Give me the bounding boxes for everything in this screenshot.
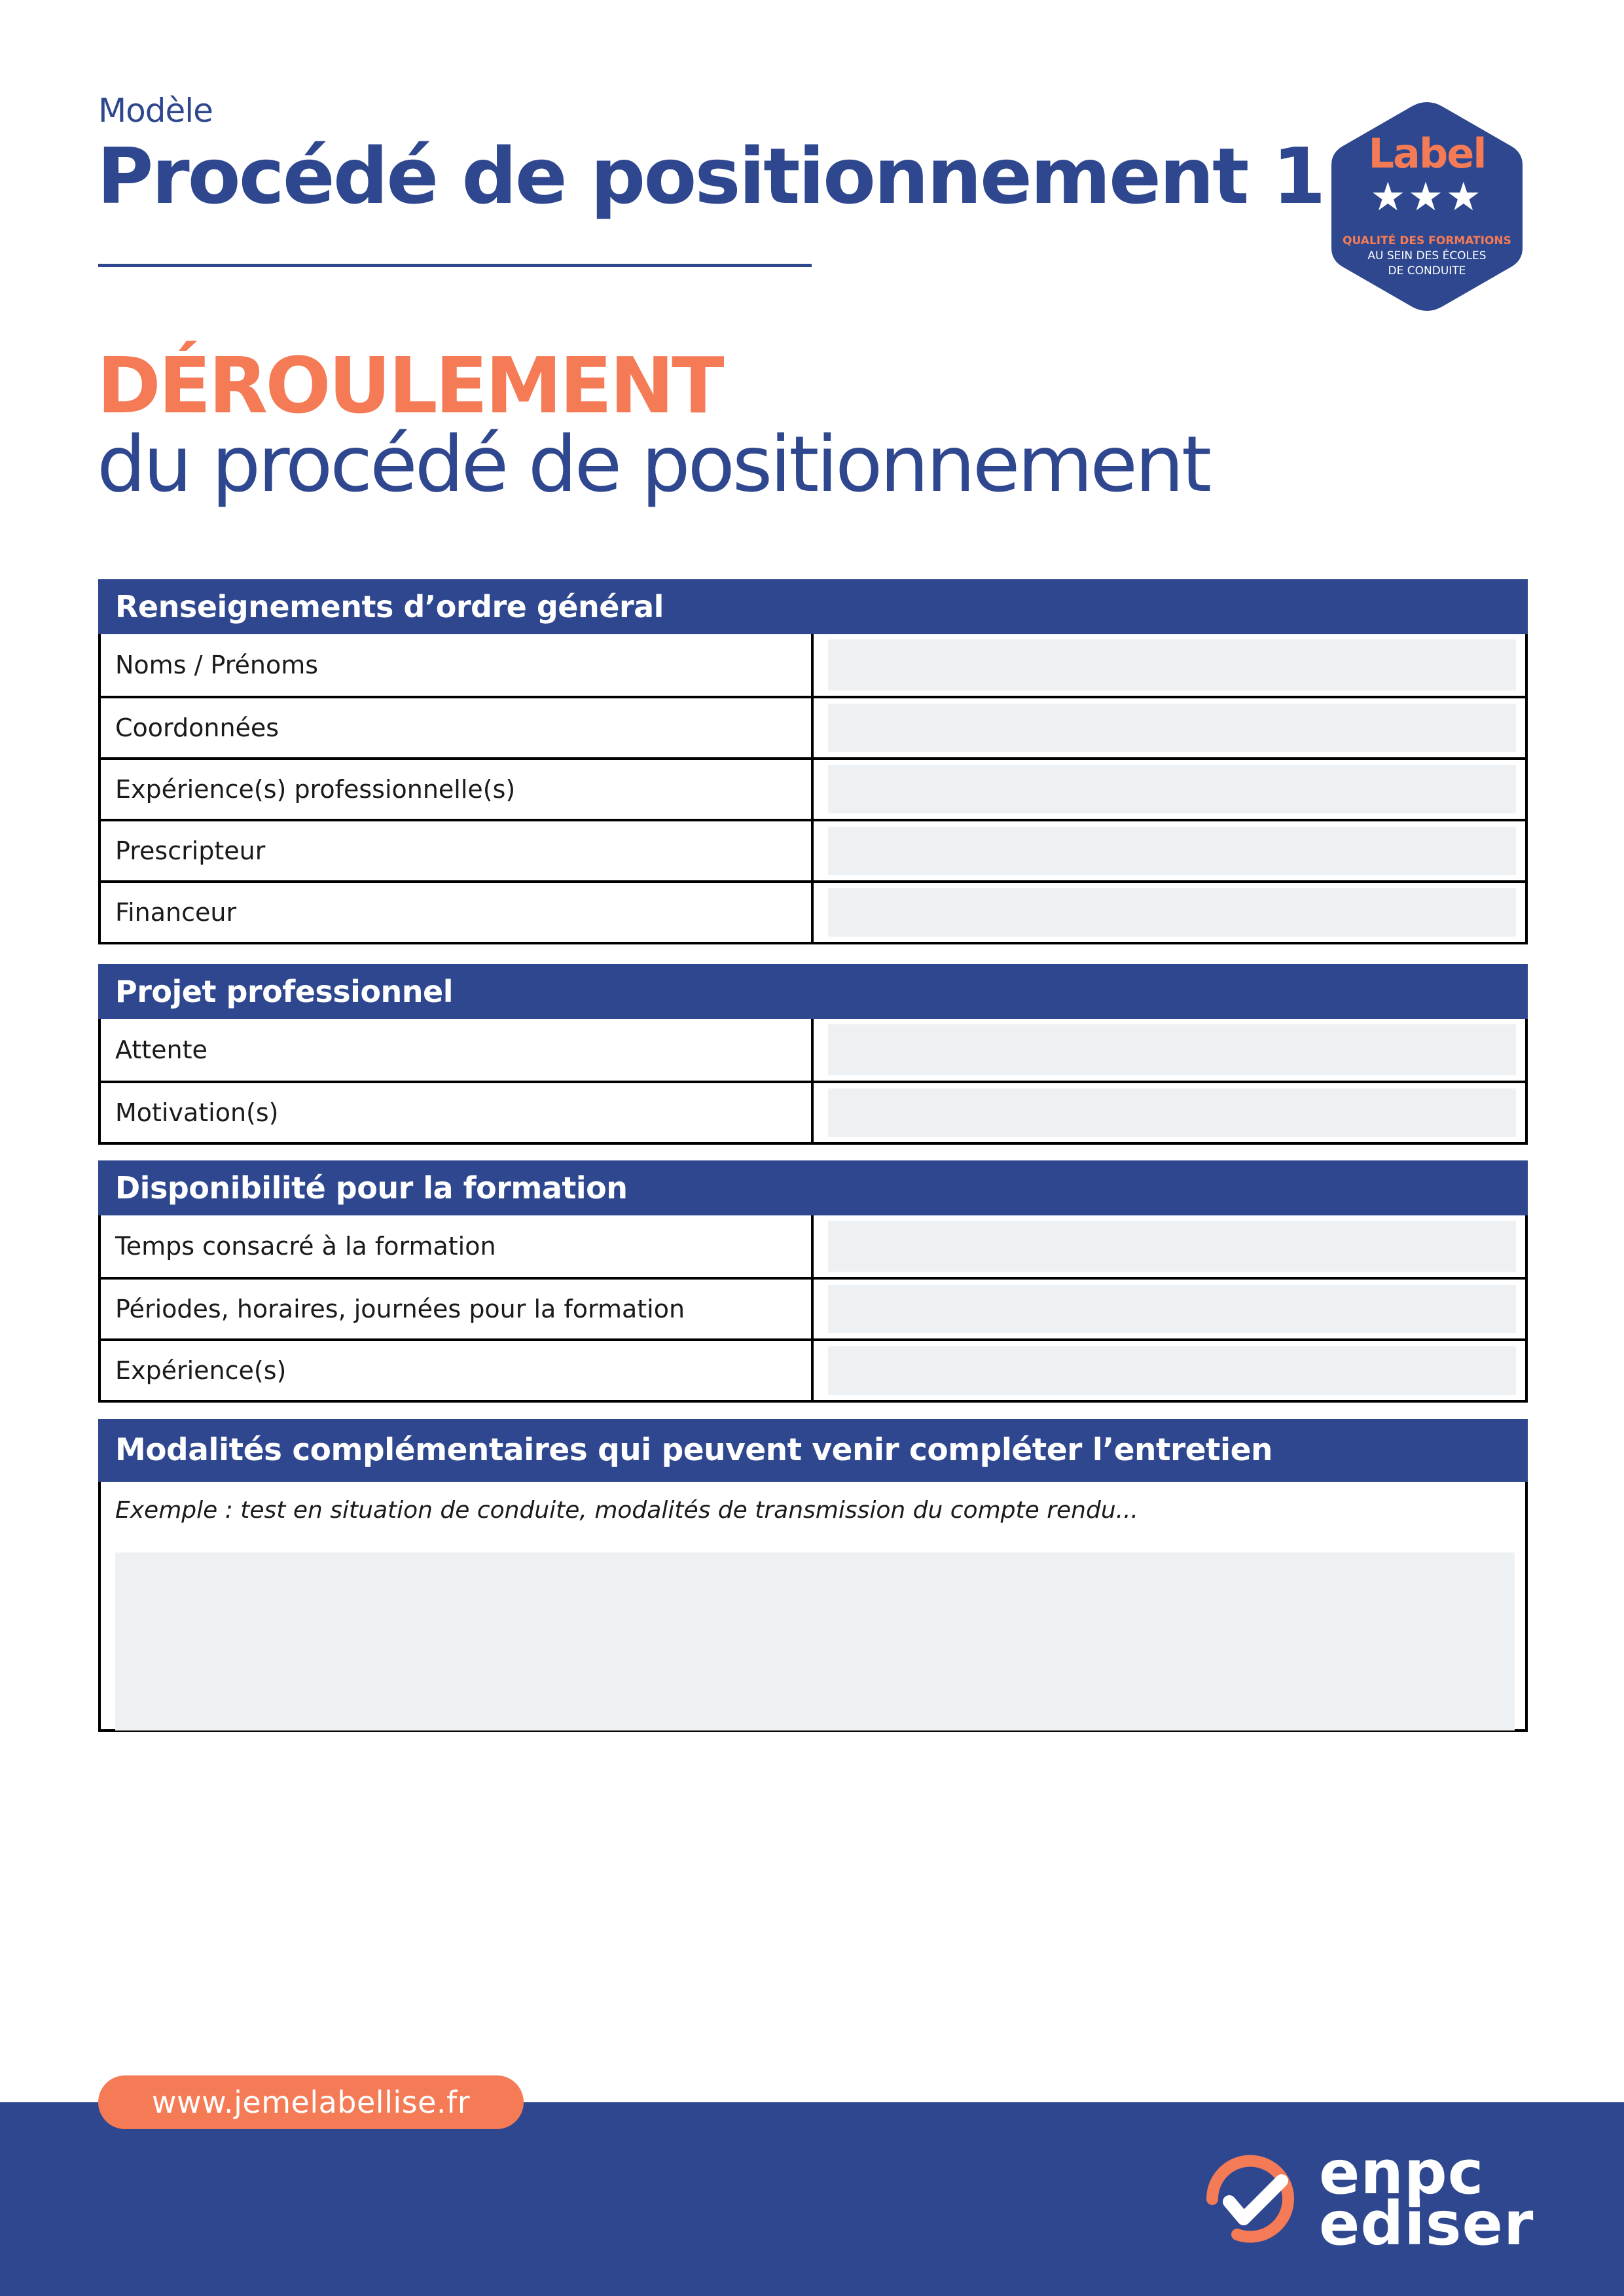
badge-label: Label [1368,130,1486,177]
input-box[interactable] [828,765,1516,814]
row-label: Attente [101,1019,814,1081]
section-header: Disponibilité pour la formation [98,1160,1528,1215]
row-label: Motivation(s) [101,1083,814,1142]
row-field[interactable] [814,1215,1525,1277]
star-icon: ★★★ [1370,174,1484,220]
row-label: Prescripteur [101,821,814,880]
kicker: Modèle [98,92,213,130]
input-box[interactable] [828,888,1516,937]
page-title: Procédé de positionnement 1 [97,131,1324,221]
input-box[interactable] [828,639,1516,691]
input-box[interactable] [828,1346,1516,1395]
table-row [101,634,1525,696]
input-box[interactable] [828,1221,1516,1272]
check-circle-icon [1198,2147,1303,2251]
website-link[interactable]: www.jemelabellise.fr [98,2075,524,2129]
section-body [98,1215,1528,1403]
section-professional-project [98,964,1528,1145]
input-box[interactable] [828,1285,1516,1333]
input-box[interactable] [828,827,1516,875]
row-label: Expérience(s) professionnelle(s) [101,760,814,819]
row-field[interactable] [814,760,1525,819]
section-body [98,1019,1528,1145]
section-header: Modalités complémentaires qui peuvent venir compléter l’entretien [98,1419,1528,1482]
textarea-box[interactable] [115,1552,1515,1731]
table-row [101,880,1525,942]
section-body [98,1482,1528,1732]
section-complementary [98,1419,1528,1732]
section-availability [98,1160,1528,1403]
row-field[interactable] [814,883,1525,942]
input-box[interactable] [828,1088,1516,1137]
badge-line-2: AU SEIN DES ÉCOLES [1367,249,1487,262]
logo-line-2: ediser [1319,2189,1534,2259]
table-row [101,1338,1525,1400]
input-box[interactable] [828,1024,1516,1075]
row-label: Périodes, horaires, journées pour la formation [101,1280,814,1338]
row-field[interactable] [814,1280,1525,1338]
badge-line-1: QUALITÉ DES FORMATIONS [1343,234,1511,247]
row-field[interactable] [814,698,1525,757]
row-label: Coordonnées [101,698,814,757]
table-row [101,819,1525,880]
row-field[interactable] [814,1019,1525,1081]
table-row [101,696,1525,757]
table-row [101,1277,1525,1338]
heading-orange: DÉROULEMENT [97,340,722,431]
row-field[interactable] [814,634,1525,696]
section-header: Projet professionnel [98,964,1528,1019]
row-label: Noms / Prénoms [101,634,814,696]
table-row [101,1215,1525,1277]
row-label: Temps consacré à la formation [101,1215,814,1277]
row-label: Expérience(s) [101,1341,814,1400]
title-divider [98,264,812,267]
table-row [101,757,1525,819]
section-general-info [98,579,1528,944]
enpc-ediser-logo [1198,2138,1538,2259]
table-row [101,1081,1525,1142]
row-field[interactable] [814,1083,1525,1142]
logo-line-1: enpc [1319,2138,1485,2208]
row-label: Financeur [101,883,814,942]
row-field[interactable] [814,1341,1525,1400]
example-text: Exemple : test en situation de conduite, modalités de transmission du compte rendu... [115,1497,1138,1524]
input-box[interactable] [828,704,1516,752]
section-body [98,634,1528,944]
badge-line-3: DE CONDUITE [1388,264,1466,278]
label-badge [1322,97,1532,316]
table-row [101,1019,1525,1081]
row-field[interactable] [814,821,1525,880]
heading-blue: du procédé de positionnement [97,419,1210,509]
section-header: Renseignements d’ordre général [98,579,1528,634]
